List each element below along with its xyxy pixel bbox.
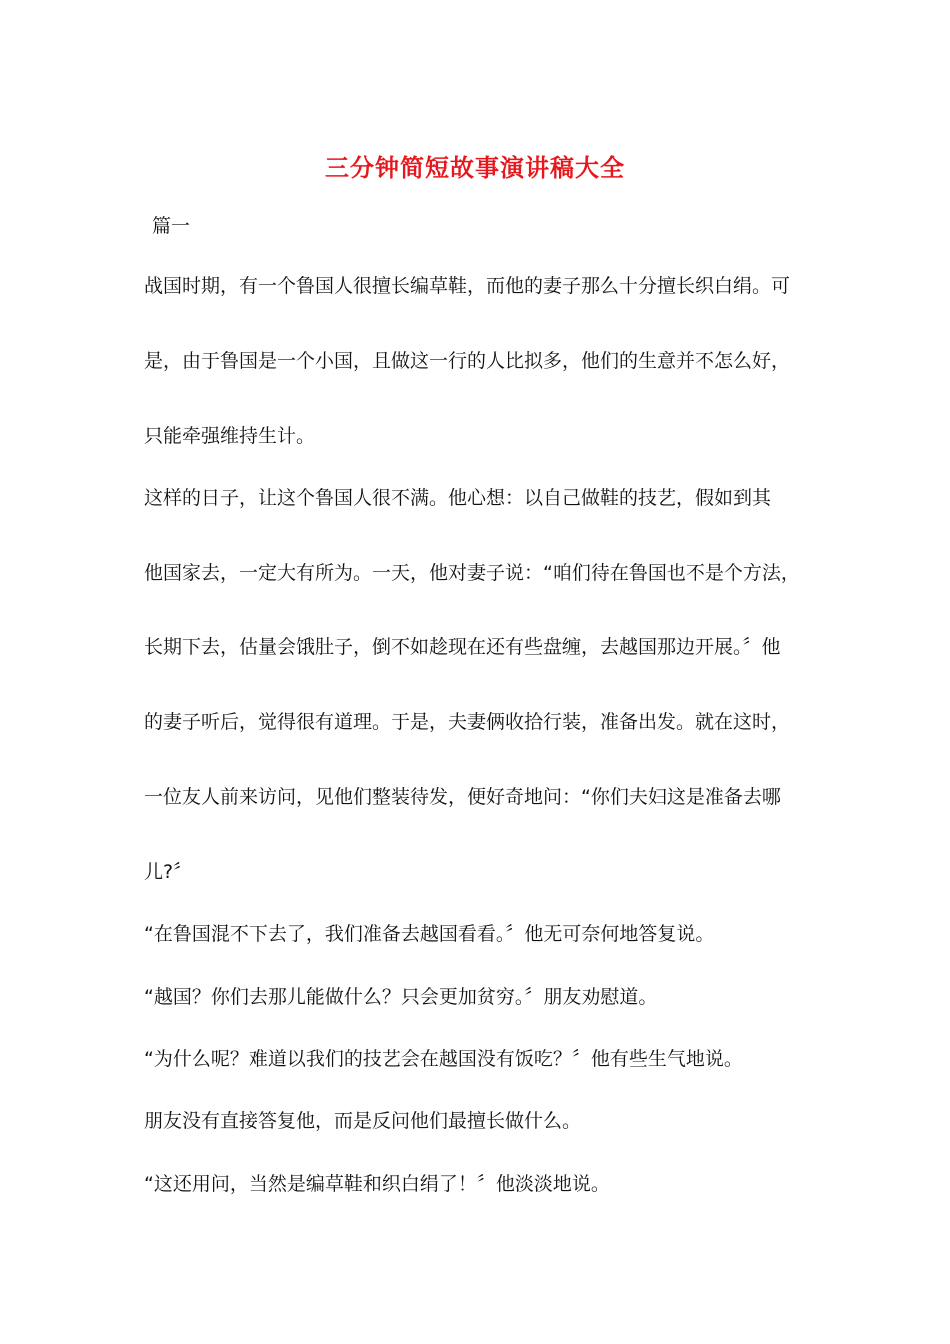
paragraph-line: “越国？你们去那儿能做什么？只会更加贫穷。〞朋友劝慰道。 bbox=[144, 986, 658, 1008]
paragraph-line: 长期下去，估量会饿肚子，倒不如趁现在还有些盘缠，去越国那边开展。〞他 bbox=[144, 636, 781, 658]
section-label: 篇一 bbox=[152, 215, 191, 237]
paragraph-line: 这样的日子，让这个鲁国人很不满。他心想：以自己做鞋的技艺，假如到其 bbox=[144, 487, 772, 509]
paragraph-line: 战国时期，有一个鲁国人很擅长编草鞋，而他的妻子那么十分擅长织白绢。可 bbox=[144, 275, 791, 297]
paragraph-line: “在鲁国混不下去了，我们准备去越国看看。〞他无可奈何地答复说。 bbox=[144, 923, 715, 945]
paragraph-line: “这还用问，当然是编草鞋和织白绢了！〞他淡淡地说。 bbox=[144, 1173, 610, 1195]
paragraph-line: 是，由于鲁国是一个小国，且做这一行的人比拟多，他们的生意并不怎么好， bbox=[144, 350, 791, 372]
paragraph-line: 只能牵强维持生计。 bbox=[144, 425, 316, 447]
paragraph-line: 儿?〞 bbox=[144, 861, 193, 883]
document-title: 三分钟简短故事演讲稿大全 bbox=[325, 153, 625, 182]
paragraph-line: 的妻子听后，觉得很有道理。于是，夫妻俩收拾行装，准备出发。就在这时， bbox=[144, 711, 791, 733]
paragraph-line: 他国家去，一定大有所为。一天，他对妻子说：“咱们待在鲁国也不是个方法， bbox=[144, 562, 800, 584]
paragraph-line: “为什么呢？难道以我们的技艺会在越国没有饭吃？〞他有些生气地说。 bbox=[144, 1048, 743, 1070]
paragraph-line: 朋友没有直接答复他，而是反问他们最擅长做什么。 bbox=[144, 1110, 582, 1132]
paragraph-line: 一位友人前来访问，见他们整装待发，便好奇地问：“你们夫妇这是准备去哪 bbox=[144, 786, 781, 808]
